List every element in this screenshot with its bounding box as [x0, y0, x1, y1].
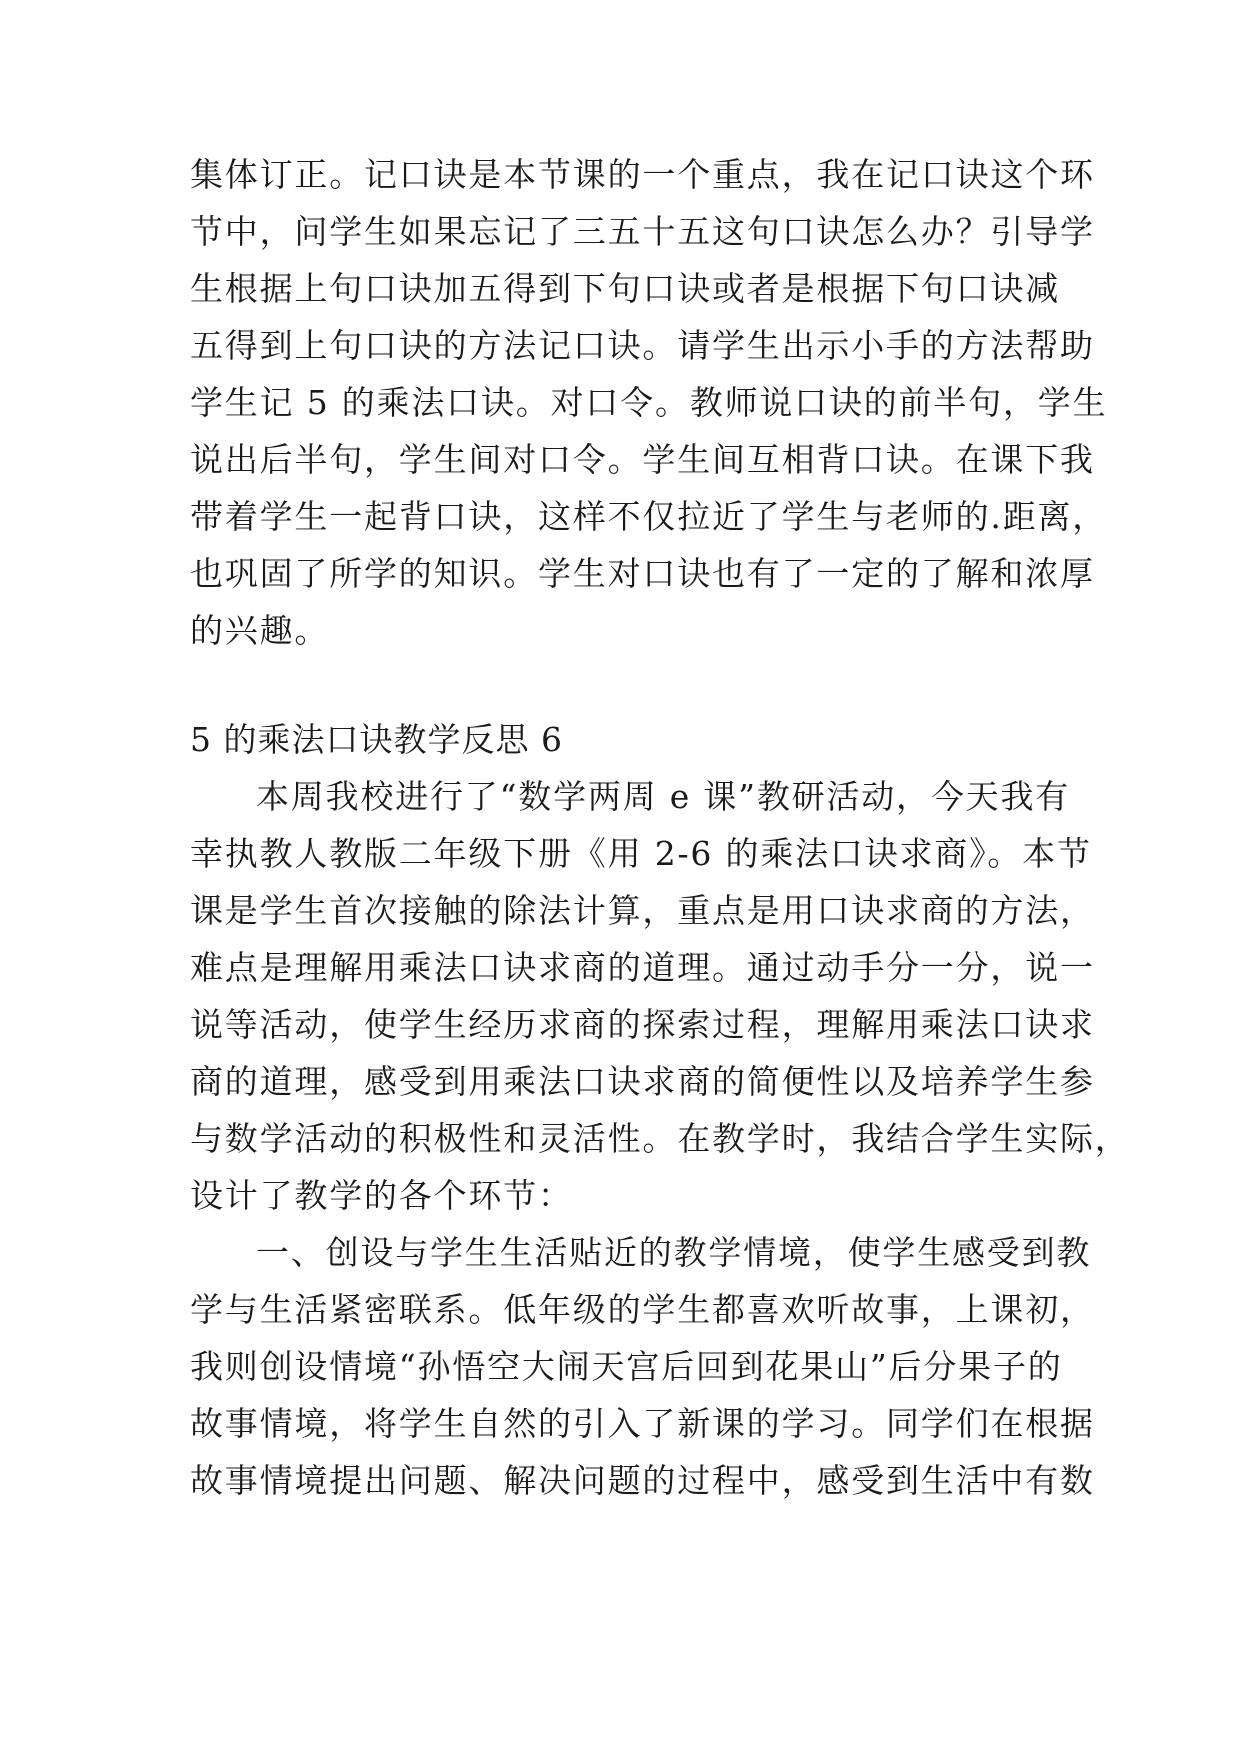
section-heading-block: [190, 711, 1050, 768]
text-line: 与数学活动的积极性和灵活性。在教学时，我结合学生实际，: [190, 1119, 1130, 1158]
text-line: 设计了教学的各个环节：: [190, 1176, 573, 1215]
text-line: 故事情境，将学生自然的引入了新课的学习。同学们在根据: [190, 1404, 1095, 1443]
paragraph-point-one: [190, 1224, 1095, 1509]
text-line: 课是学生首次接触的除法计算，重点是用口诀求商的方法，: [190, 891, 1095, 930]
text-line: 学与生活紧密联系。低年级的学生都喜欢听故事，上课初，: [190, 1290, 1095, 1329]
text-line: 集体订正。记口诀是本节课的一个重点，我在记口诀这个环: [190, 155, 1095, 194]
paragraph-intro: [190, 768, 1130, 1224]
text-line: 我则创设情境“孙悟空大闹天宫后回到花果山”后分果子的: [190, 1347, 1063, 1386]
text-line: 的兴趣。: [190, 611, 330, 650]
text-line: 说等活动，使学生经历求商的探索过程，理解用乘法口诀求: [190, 1005, 1095, 1044]
section-heading: 5 的乘法口诀教学反思 6: [190, 720, 563, 759]
text-line: 生根据上句口诀加五得到下句口诀或者是根据下句口诀减: [190, 269, 1060, 308]
text-line: 五得到上句口诀的方法记口诀。请学生出示小手的方法帮助: [190, 326, 1095, 365]
text-line: 说出后半句，学生间对口令。学生间互相背口诀。在课下我: [190, 440, 1095, 479]
text-line: 难点是理解用乘法口诀求商的道理。通过动手分一分，说一: [190, 948, 1095, 987]
text-line: 学生记 5 的乘法口诀。对口令。教师说口诀的前半句，学生: [190, 383, 1108, 422]
text-line: 也巩固了所学的知识。学生对口诀也有了一定的了解和浓厚: [190, 554, 1095, 593]
text-line: 商的道理，感受到用乘法口诀求商的简便性以及培养学生参: [190, 1062, 1095, 1101]
text-line: 一、创设与学生生活贴近的教学情境，使学生感受到教: [256, 1233, 1092, 1272]
text-line: 幸执教人教版二年级下册《用 2-6 的乘法口诀求商》。本节: [190, 834, 1092, 873]
paragraph-continued: [190, 146, 1108, 659]
text-line: 本周我校进行了“数学两周 e 课”教研活动，今天我有: [256, 777, 1071, 816]
text-line: 带着学生一起背口诀，这样不仅拉近了学生与老师的.距离，: [190, 497, 1108, 536]
text-line: 故事情境提出问题、解决问题的过程中，感受到生活中有数: [190, 1461, 1095, 1500]
text-line: 节中，问学生如果忘记了三五十五这句口诀怎么办？引导学: [190, 212, 1095, 251]
